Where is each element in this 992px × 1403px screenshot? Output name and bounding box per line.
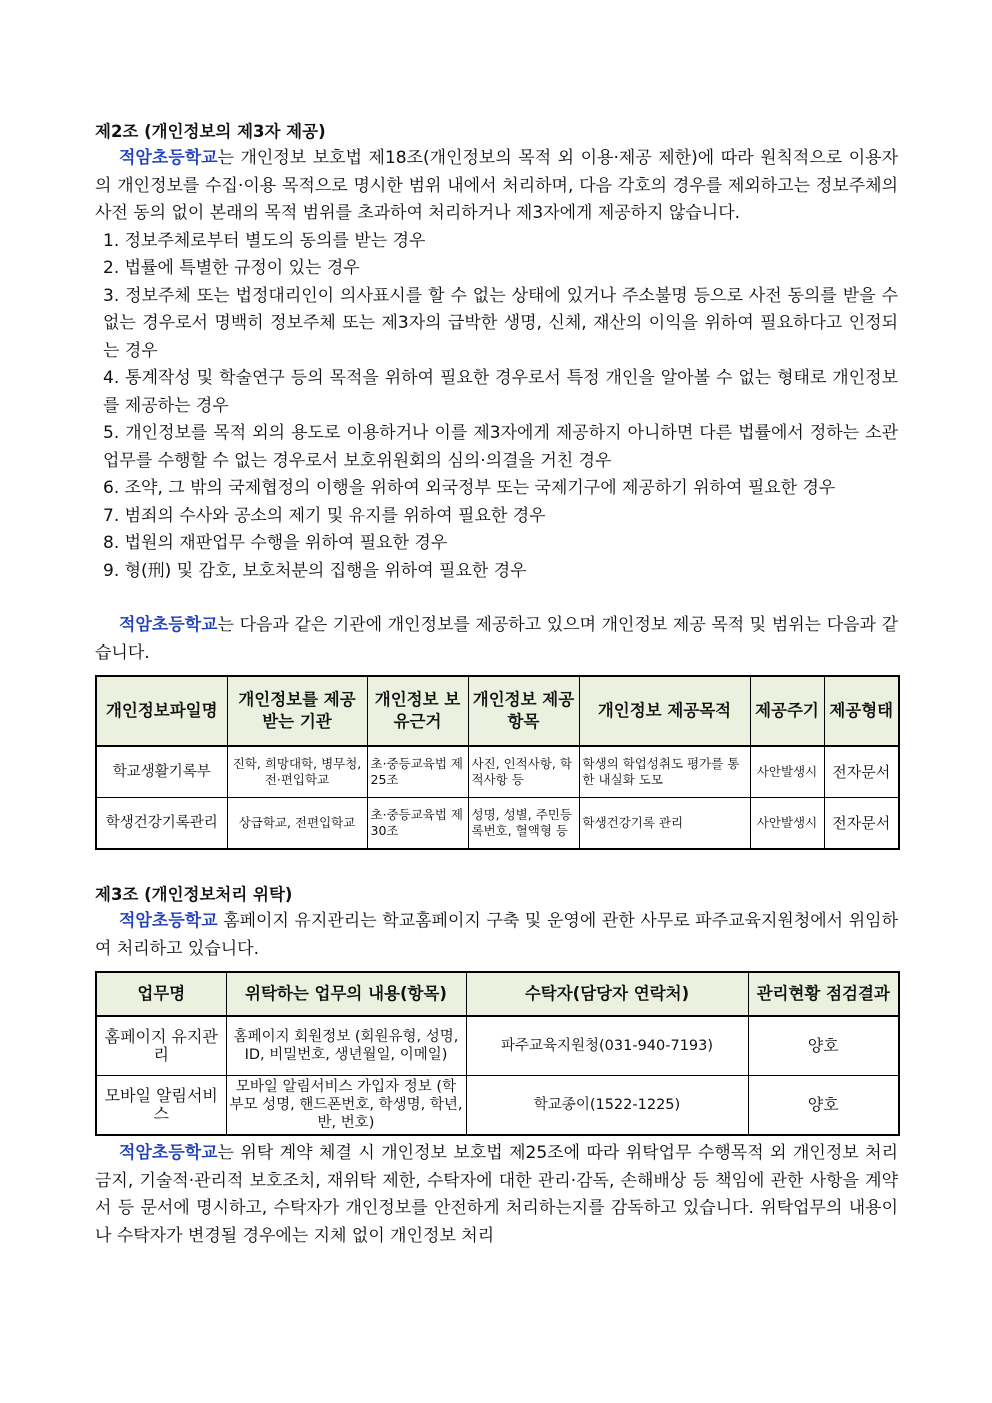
table-header: 제공형태: [824, 676, 899, 746]
table-cell: 사안발생시: [750, 746, 824, 798]
table-cell: 파주교육지원청(031-940-7193): [466, 1016, 748, 1076]
table-cell: 진학, 희망대학, 병무청, 전·편입학교: [227, 746, 367, 798]
table-header: 수탁자(담당자 연락처): [466, 972, 748, 1016]
table-cell: 모바일 알림서비스 가입자 정보 (학부모 성명, 핸드폰번호, 학생명, 학년, 반, 번호): [226, 1076, 466, 1136]
table-row: [96, 746, 899, 798]
table-cell: 홈페이지 회원정보 (회원유형, 성명, ID, 비밀번호, 생년월일, 이메일): [226, 1016, 466, 1076]
table-header: 업무명: [96, 972, 226, 1016]
table-header-row: [96, 972, 899, 1016]
table-row: [96, 1076, 899, 1136]
table-cell: 학생건강기록 관리: [579, 798, 750, 850]
list-item: 9. 형(刑) 및 감호, 보호처분의 집행을 위하여 필요한 경우: [103, 560, 527, 581]
school-name: 적암초등학교: [119, 1143, 218, 1163]
exception-list: [95, 228, 898, 586]
table-cell: 학교종이(1522-1225): [466, 1076, 748, 1136]
table-cell: 모바일 알림서비스: [96, 1076, 226, 1136]
provision-intro: 적암초등학교는 다음과 같은 기관에 개인정보를 제공하고 있으며 개인정보 제공 목적 및 범위는 다음과 같습니다.: [95, 615, 898, 663]
table-cell: 양호: [748, 1016, 899, 1076]
school-name: 적암초등학교: [119, 911, 218, 931]
document-page: [95, 118, 898, 1250]
table-row: [96, 798, 899, 850]
table-header: 개인정보를 제공받는 기관: [227, 676, 367, 746]
list-item: 5. 개인정보를 목적 외의 용도로 이용하거나 이를 제3자에게 제공하지 아니하면 다른 법률에서 정하는 소관 업무를 수행할 수 없는 경우로서 보호위원회의 심의·의결을 거친 경우: [103, 423, 898, 471]
table-cell: 학생의 학업성취도 평가를 통한 내실화 도모: [579, 746, 750, 798]
list-item: 1. 정보주체로부터 별도의 동의를 받는 경우: [103, 230, 426, 251]
table-cell: 양호: [748, 1076, 899, 1136]
table-cell: 전자문서: [824, 798, 899, 850]
table-header-row: [96, 676, 899, 746]
list-item: 8. 법원의 재판업무 수행을 위하여 필요한 경우: [103, 533, 448, 553]
table-header: 개인정보 제공목적: [579, 676, 750, 746]
provision-table: [95, 675, 900, 850]
table-header: 개인정보 제공항목: [468, 676, 579, 746]
table-cell: 학교생활기록부: [96, 746, 227, 798]
school-name: 적암초등학교: [119, 615, 218, 635]
school-name: 적암초등학교: [119, 148, 218, 168]
table-header: 개인정보 보유근거: [367, 676, 468, 746]
delegation-table: [95, 971, 900, 1136]
table-header: 관리현황 점검결과: [748, 972, 899, 1016]
table-cell: 사안발생시: [750, 798, 824, 850]
table-cell: 상급학교, 전편입학교: [227, 798, 367, 850]
table-row: [96, 1016, 899, 1076]
table-cell: 홈페이지 유지관리: [96, 1016, 226, 1076]
article3-heading: 제3조 (개인정보처리 위탁): [95, 885, 293, 904]
table-cell: 사진, 인적사항, 학적사항 등: [468, 746, 579, 798]
table-cell: 전자문서: [824, 746, 899, 798]
table-cell: 학생건강기록관리: [96, 798, 227, 850]
table-header: 개인정보파일명: [96, 676, 227, 746]
article3-closing: 적암초등학교는 위탁 계약 체결 시 개인정보 보호법 제25조에 따라 위탁업무 수행목적 외 개인정보 처리금지, 기술적·관리적 보호조치, 재위탁 제한, 수탁자에 대한 관리·감독, 손해배상 등 책임에 관한 사항을 계약서 등 문서에 명시하고, 수탁자가 개인정보를 안전하게 처리하는지를 감독하고 있습니다. 위탁업무의 내용이나 수탁자가 변경될 경우에는 지체 없이 개인정보 처리: [95, 1143, 898, 1246]
list-item: 6. 조약, 그 밖의 국제협정의 이행을 위하여 외국정부 또는 국제기구에 제공하기 위하여 필요한 경우: [103, 478, 836, 498]
article3-intro: 적암초등학교 홈페이지 유지관리는 학교홈페이지 구축 및 운영에 관한 사무로 파주교육지원청에서 위임하여 처리하고 있습니다.: [95, 911, 898, 959]
table-cell: 성명, 성별, 주민등록번호, 혈액형 등: [468, 798, 579, 850]
list-item: 4. 통계작성 및 학술연구 등의 목적을 위하여 필요한 경우로서 특정 개인을 알아볼 수 없는 형태로 개인정보를 제공하는 경우: [103, 368, 898, 416]
list-item: 2. 법률에 특별한 규정이 있는 경우: [103, 258, 360, 278]
table-header: 제공주기: [750, 676, 824, 746]
list-item: 7. 범죄의 수사와 공소의 제기 및 유지를 위하여 필요한 경우: [103, 505, 546, 526]
list-item: 3. 정보주체 또는 법정대리인이 의사표시를 할 수 없는 상태에 있거나 주소불명 등으로 사전 동의를 받을 수 없는 경우로서 명백히 정보주체 또는 제3자의 급박한 생명, 신체, 재산의 이익을 위하여 필요하다고 인정되는 경우: [103, 285, 898, 361]
table-cell: 초·중등교육법 제25조: [367, 746, 468, 798]
table-cell: 초·중등교육법 제30조: [367, 798, 468, 850]
article2-heading: 제2조 (개인정보의 제3자 제공): [95, 122, 326, 141]
table-header: 위탁하는 업무의 내용(항목): [226, 972, 466, 1016]
article2-intro: 적암초등학교는 개인정보 보호법 제18조(개인정보의 목적 외 이용·제공 제한)에 따라 원칙적으로 이용자의 개인정보를 수집·이용 목적으로 명시한 범위 내에서 처리하며, 다음 각호의 경우를 제외하고는 정보주체의 사전 동의 없이 본래의 목적 범위를 초과하여 처리하거나 제3자에게 제공하지 않습니다.: [95, 148, 898, 223]
